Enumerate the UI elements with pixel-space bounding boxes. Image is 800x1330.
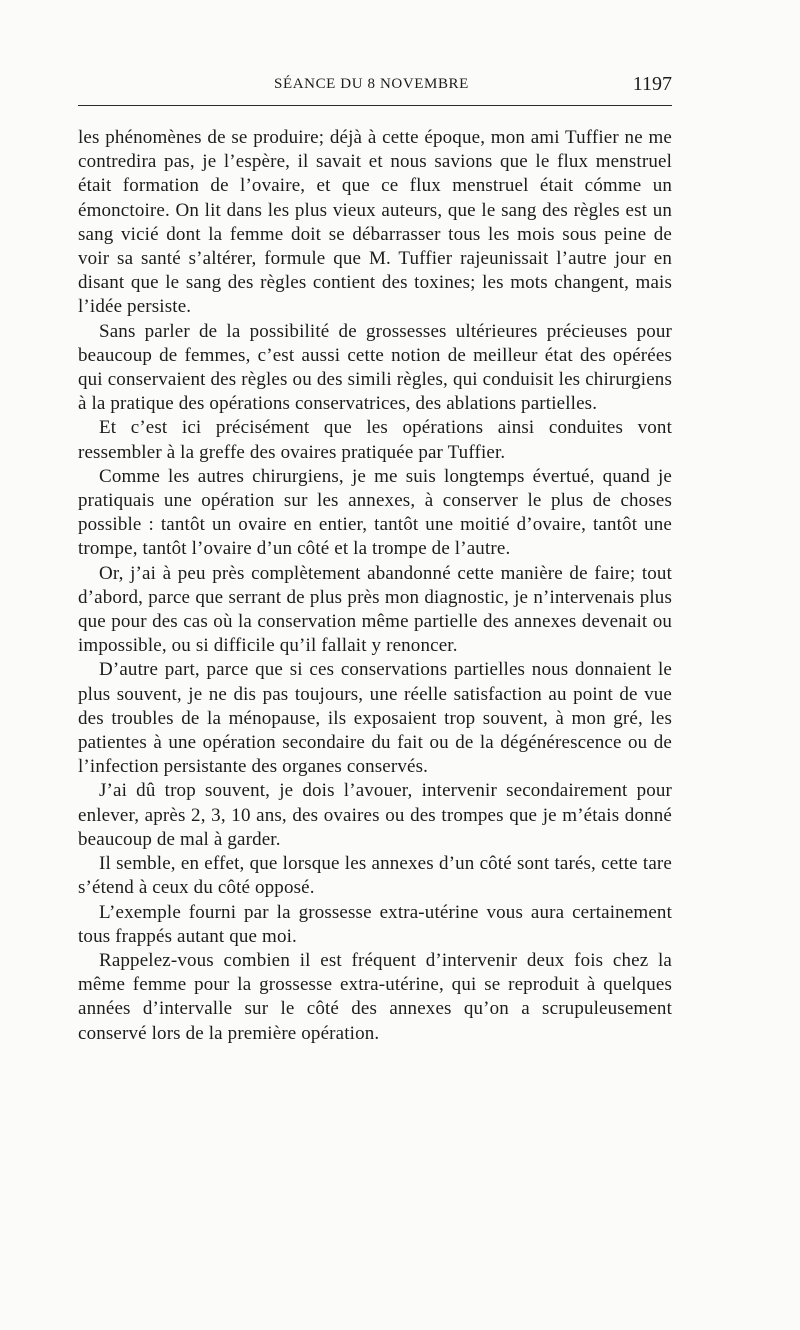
paragraph-9: L’exemple fourni par la grossesse extra-utérine vous aura certainement tous frappés autant que moi. — [78, 901, 672, 947]
page-number: 1197 — [632, 73, 672, 95]
running-header-title: SÉANCE DU 8 NOVEMBRE — [274, 76, 469, 92]
paragraph-4: Comme les autres chirurgiens, je me suis longtemps évertué, quand je pratiquais une opération sur les annexes, à conserver le plus de choses possible : tantôt un ovaire en entier, tantôt une moitié d’ovaire, tantôt une trompe, tantôt l’ovaire d’un côté et la trompe de l’autre. — [78, 465, 672, 560]
running-header — [78, 70, 672, 100]
paragraph-8: Il semble, en effet, que lorsque les annexes d’un côté sont tarés, cette tare s’étend à ceux du côté opposé. — [78, 853, 672, 899]
paragraph-1: les phénomènes de se produire; déjà à cette époque, mon ami Tuffier ne me contredira pas, je l’espère, il savait et nous savions que le flux menstruel était formation de l’ovaire, et que ce flux menstruel était cómme un émonctoire. On lit dans les plus vieux auteurs, que le sang des règles est un sang vicié dont la femme doit se débarrasser tous les mois sous peine de voir sa santé s’altérer, formule que M. Tuffier rajeunissait l’autre jour en disant que le sang des règles contient des toxines; les mots changent, mais l’idée persiste. — [78, 127, 672, 318]
paragraph-3: Et c’est ici précisément que les opérations ainsi conduites vont ressembler à la greffe des ovaires pratiquée par Tuffier. — [78, 417, 672, 463]
paragraph-7: J’ai dû trop souvent, je dois l’avouer, intervenir secondairement pour enlever, après 2, 3, 10 ans, des ovaires ou des trompes que je m’étais donné beaucoup de mal à garder. — [78, 780, 672, 850]
header-rule — [78, 105, 672, 106]
paragraph-6: D’autre part, parce que si ces conservations partielles nous donnaient le plus souvent, je ne dis pas toujours, une réelle satisfaction au point de vue des troubles de la ménopause, ils exposaient trop souvent, à mon gré, les patientes à une opération secondaire du fait ou de la dégénérescence ou de l’infection persistante des organes conservés. — [78, 659, 672, 778]
paragraph-10: Rappelez-vous combien il est fréquent d’intervenir deux fois chez la même femme pour la grossesse extra-utérine, qui se reproduit à quelques années d’intervalle sur le côté des annexes qu’on a scrupuleusement conservé lors de la première opération. — [78, 949, 672, 1044]
body-text — [78, 126, 672, 1046]
paragraph-2: Sans parler de la possibilité de grossesses ultérieures précieuses pour beaucoup de femmes, c’est aussi cette notion de meilleur état des opérées qui conservaient des règles ou des simili règles, qui conduisit les chirurgiens à la pratique des opérations conservatrices, des ablations partielles. — [78, 320, 672, 415]
paragraph-5: Or, j’ai à peu près complètement abandonné cette manière de faire; tout d’abord, parce que serrant de plus près mon diagnostic, je n’intervenais plus que pour des cas où la conservation même partielle des annexes devenait ou impossible, ou si difficile qu’il fallait y renoncer. — [78, 562, 672, 657]
